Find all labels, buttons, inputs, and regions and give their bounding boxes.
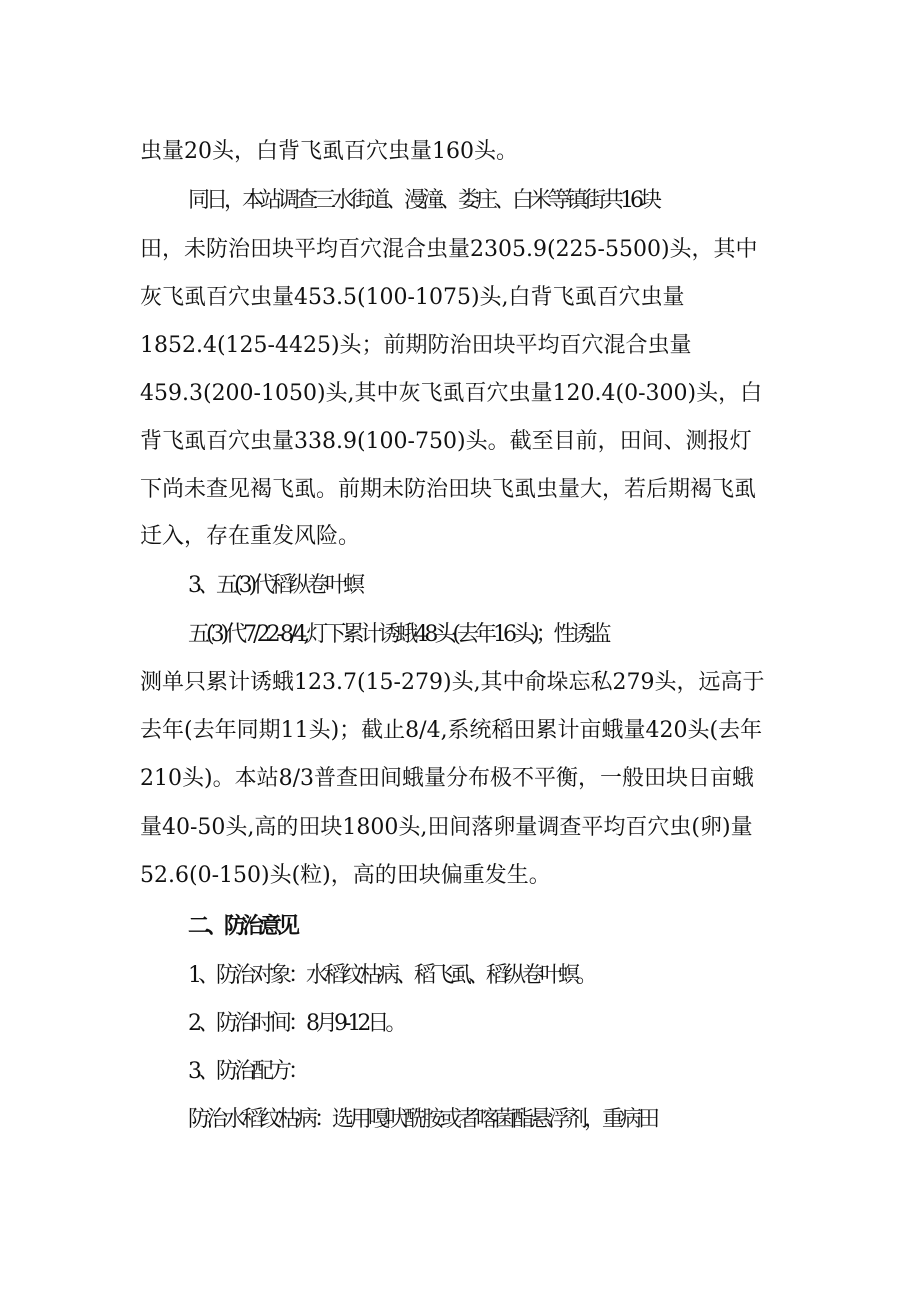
text-line: 3、防治配方： <box>188 1059 306 1084</box>
text-line: 背飞虱百穴虫量338.9(100-750)头。截至目前，田间、测报灯 <box>140 429 752 454</box>
text-line: 1、防治对象：水稻纹枯病、稻飞虱、稻纵卷叶螟。 <box>188 963 594 988</box>
text-line: 去年(去年同期11头)；截止8/4,系统稻田累计亩蛾量420头(去年 <box>140 718 763 743</box>
section-heading: 二、防治意见 <box>188 914 297 939</box>
text-line: 测单只累计诱蛾123.7(15-279)头,其中俞垛忘私279头，远高于 <box>140 670 765 695</box>
text-line: 田，未防治田块平均百穴混合虫量2305.9(225-5500)头，其中 <box>140 237 758 262</box>
text-line: 灰飞虱百穴虫量453.5(100-1075)头,白背飞虱百穴虫量 <box>140 285 685 310</box>
text-line: 2、防治时间：8月9-12日。 <box>188 1011 404 1036</box>
text-line: 虫量20头，白背飞虱百穴虫量160头。 <box>140 139 518 164</box>
text-line: 防治水稻纹枯病：选用嘎吠酰胺或者喀菌酯悬浮剂，重病田 <box>188 1107 657 1132</box>
text-line: 五(3)代7/22-8/4,灯下累计诱蛾48头(去年16头)；性诱监 <box>188 622 608 647</box>
section-subheading: 3、五(3)代稻纵卷叶螟 <box>188 573 362 598</box>
text-line: 459.3(200-1050)头,其中灰飞虱百穴虫量120.4(0-300)头，白 <box>140 381 763 406</box>
text-line: 同日，本站调查三水街道、漫潼、娄庄、白米等镇街共16块 <box>188 188 658 213</box>
text-line: 量40-50头,高的田块1800头,田间落卵量调查平均百穴虫(卵)量 <box>140 815 753 840</box>
text-line: 210头)。本站8/3普查田间蛾量分布极不平衡，一般田块日亩蛾 <box>140 766 754 791</box>
text-line: 迁入，存在重发风险。 <box>140 524 361 549</box>
text-line: 下尚未查见褐飞虱。前期未防治田块飞虱虫量大，若后期褐飞虱 <box>140 477 757 502</box>
text-line: 1852.4(125-4425)头；前期防治田块平均百穴混合虫量 <box>140 333 692 358</box>
text-line: 52.6(0-150)头(粒)，高的田块偏重发生。 <box>140 863 551 888</box>
